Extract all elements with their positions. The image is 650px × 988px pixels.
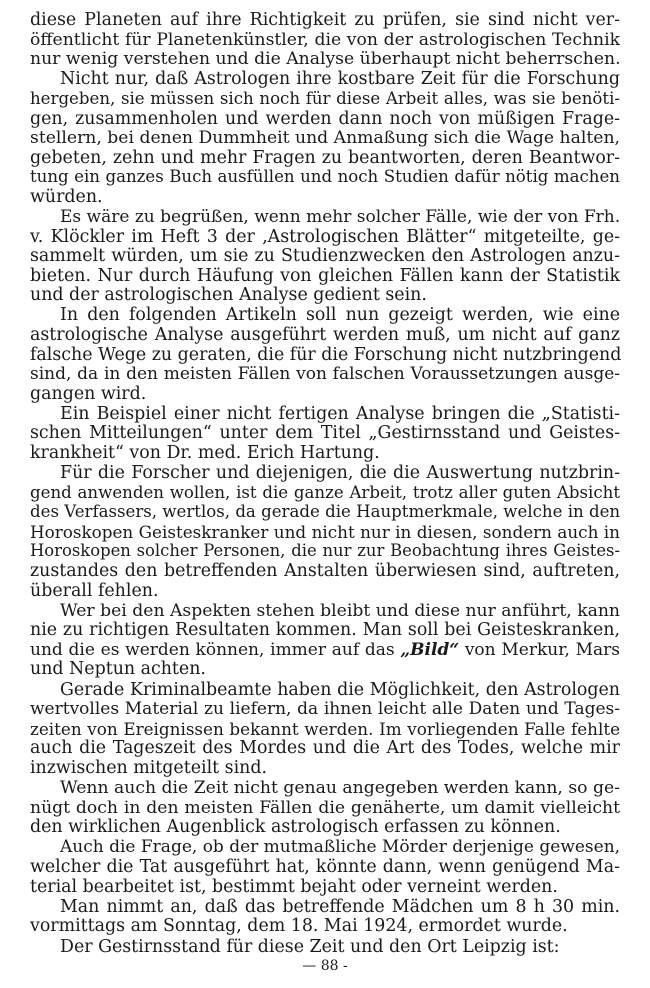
text-line: Es wäre zu begrüßen, wenn mehr solcher Fälle, wie der von Frh. — [60, 206, 621, 227]
text-line: stellern, bei denen Dummheit und Anmaßung sich die Wage halten, — [30, 128, 620, 148]
text-line: schen Mitteilungen“ unter dem Titel „Gestirnsstand und Geistes- — [30, 423, 620, 444]
text-line: zustandes den betreffenden Anstalten überwiesen sind, auftreten, — [30, 560, 620, 581]
text-line: würden. — [30, 186, 103, 207]
text-line: Ein Beispiel einer nicht fertigen Analyse bringen die „Statisti- — [60, 403, 620, 424]
text-line: gangen wird. — [30, 383, 147, 404]
text-line: zeiten von Ereignissen bekannt werden. Im vorliegenden Falle fehlte — [30, 718, 620, 739]
text-line: überall fehlen. — [30, 580, 159, 601]
text-line: Horoskopen solcher Personen, die nur zur Beobachtung ihres Geistes- — [30, 541, 620, 561]
text-line: diese Planeten auf ihre Richtigkeit zu prüfen, sie sind nicht ver- — [30, 10, 620, 30]
text-line: Horoskopen Geisteskranker und nicht nur in diesen, sondern auch in — [30, 521, 620, 542]
text-line: Wenn auch die Zeit nicht genau angegeben werden kann, so ge- — [60, 778, 620, 798]
text-line: Für die Forscher und diejenigen, die die Auswertung nutzbrin- — [60, 463, 620, 484]
text-line: Der Gestirnsstand für diese Zeit und den Ort Leipzig ist: — [60, 936, 560, 957]
text-line: v. Klöckler im Heft 3 der ‚Astrologischen Blätter“ mitgeteilte, ge- — [30, 226, 620, 247]
text-line: den wirklichen Augenblick astrologisch erfassen zu können. — [30, 817, 561, 838]
text-line: Man nimmt an, daß das betreffende Mädchen um 8 h 30 min. — [60, 896, 620, 917]
text-line: des Verfassers, wertlos, da gerade die Hauptmerkmale, welche in den — [30, 502, 621, 522]
text-line: Auch die Frage, ob der mutmaßliche Mörder derjenige gewesen, — [60, 837, 621, 858]
text-line: gen, zusammenholen und werden dann noch von müßigen Frage- — [30, 108, 620, 129]
text-line: bieten. Nur durch Häufung von gleichen Fällen kann der Statistik — [30, 265, 620, 286]
text-line: sind, da in den meisten Fällen von falschen Voraussetzungen ausge- — [30, 364, 620, 384]
text-line: öffentlicht für Planetenkünstler, die von der astrologischen Technik — [30, 29, 620, 50]
text-line: In den folgenden Artikeln soll nun gezeigt werden, wie eine — [60, 305, 620, 326]
text-line: tung ein ganzes Buch ausfüllen und noch Studien dafür nötig machen — [30, 167, 620, 187]
text-line: vormittags am Sonntag, dem 18. Mai 1924, ermordet wurde. — [30, 916, 568, 937]
text-line: sammelt würden, um sie zu Studienzwecken den Astrologen anzu- — [30, 246, 620, 266]
text-line: astrologische Analyse ausgeführt werden muß, um nicht auf ganz — [30, 324, 620, 345]
emphasis-bild: „Bild“ — [400, 639, 460, 660]
text-line: Wer bei den Aspekten stehen bleibt und diese nur anführt, kann — [60, 600, 620, 621]
text-line: Nicht nur, daß Astrologen ihre kostbare Zeit für die Forschung — [60, 69, 620, 90]
text-line: und der astrologischen Analyse gedient sein. — [30, 285, 427, 306]
text-line: nur wenig verstehen und die Analyse überhaupt nicht beherrschen. — [30, 49, 621, 70]
text-line: terial bearbeitet ist, bestimmt bejaht oder verneint werden. — [30, 876, 558, 897]
text-line: inzwischen mitgeteilt sind. — [30, 757, 267, 778]
text-line: und die es werden können, immer auf das „Bild“ von Merkur, Mars — [30, 639, 620, 660]
text-line: nügt doch in den meisten Fällen die genäherte, um damit vielleicht — [30, 797, 620, 818]
text-line: Gerade Kriminalbeamte haben die Möglichkeit, den Astrologen — [60, 679, 620, 700]
page-number: — 88 - — [302, 958, 348, 974]
text-line: auch die Tageszeit des Mordes und die Art des Todes, welche mir — [30, 738, 620, 759]
text-line: krankheit“ von Dr. med. Erich Hartung. — [30, 442, 380, 463]
text-line: gebeten, zehn und mehr Fragen zu beantworten, deren Beantwor- — [30, 147, 620, 168]
text-line: falsche Wege zu geraten, die für die Forschung nicht nutzbringend — [30, 344, 622, 365]
text-line: gend anwenden wollen, ist die ganze Arbeit, trotz aller guten Absicht — [30, 482, 620, 502]
text-line: und Neptun achten. — [30, 659, 206, 680]
text-line: wertvolles Material zu liefern, da ihnen leicht alle Daten und Tages- — [30, 699, 620, 720]
text-line: hergeben, sie müssen sich noch für diese Arbeit alles, was sie benöti- — [30, 88, 620, 108]
text-line: welcher die Tat ausgeführt hat, könnte dann, wenn genügend Ma- — [30, 856, 620, 877]
text-line: nie zu richtigen Resultaten kommen. Man soll bei Geisteskranken, — [30, 620, 620, 641]
